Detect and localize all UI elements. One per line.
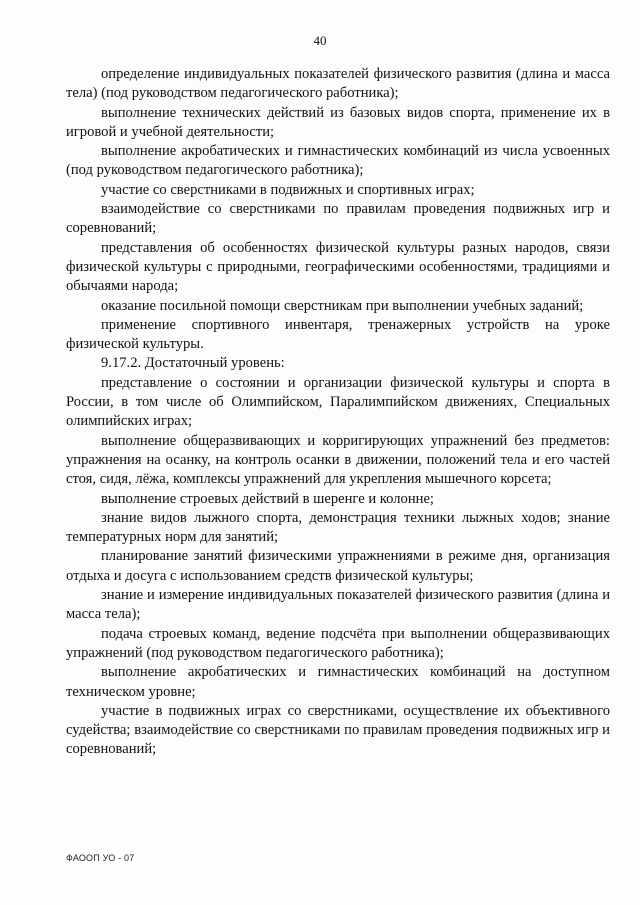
paragraph: представления об особенностях физической культуры разных народов, связи физической культуры с природными, географическими особенностями, традициями и обычаями народа; bbox=[66, 239, 610, 295]
document-body bbox=[66, 65, 610, 760]
paragraph: выполнение общеразвивающих и корригирующих упражнений без предметов: упражнения на осанку, на контроль осанки в движении, положений тела и его частей стоя, сидя, лёжа, комплексы упражнений для укрепления мышечного корсета; bbox=[66, 432, 610, 488]
paragraph: выполнение акробатических и гимнастических комбинаций из числа усвоенных (под руководством педагогического работника); bbox=[66, 143, 610, 179]
paragraph: подача строевых команд, ведение подсчёта при выполнении общеразвивающих упражнений (под руководством педагогического работника); bbox=[66, 625, 610, 661]
paragraph: выполнение технических действий из базовых видов спорта, применение их в игровой и учебной деятельности; bbox=[66, 104, 610, 140]
paragraph: применение спортивного инвентаря, тренажерных устройств на уроке физической культуры. bbox=[66, 316, 610, 353]
paragraph: оказание посильной помощи сверстникам при выполнении учебных заданий; bbox=[101, 297, 584, 314]
paragraph: выполнение строевых действий в шеренге и колонне; bbox=[101, 490, 434, 507]
paragraph: участие в подвижных играх со сверстниками, осуществление их объективного судейства; взаимодействие со сверстниками по правилам проведения подвижных игр и соревнований; bbox=[66, 702, 610, 758]
paragraph: выполнение акробатических и гимнастических комбинаций на доступном техническом уровне; bbox=[66, 664, 610, 700]
paragraph: взаимодействие со сверстниками по правилам проведения подвижных игр и соревнований; bbox=[66, 201, 610, 237]
paragraph: участие со сверстниками в подвижных и спортивных играх; bbox=[101, 181, 475, 198]
section-heading: 9.17.2. Достаточный уровень: bbox=[101, 355, 285, 372]
paragraph: определение индивидуальных показателей физического развития (длина и масса тела) (под руководством педагогического работника); bbox=[66, 66, 610, 102]
paragraph: планирование занятий физическими упражнениями в режиме дня, организация отдыха и досуга с использованием средств физической культуры; bbox=[66, 548, 610, 584]
paragraph: знание видов лыжного спорта, демонстрация техники лыжных ходов; знание температурных норм для занятий; bbox=[66, 509, 610, 546]
paragraph: представление о состоянии и организации физической культуры и спорта в России, в том числе об Олимпийском, Паралимпийском движениях, Специальных олимпийских играх; bbox=[66, 374, 610, 430]
paragraph: знание и измерение индивидуальных показателей физического развития (длина и масса тела); bbox=[66, 587, 610, 623]
page-number: 40 bbox=[313, 33, 327, 48]
footer-document-code: ФАООП УО - 07 bbox=[66, 853, 135, 863]
